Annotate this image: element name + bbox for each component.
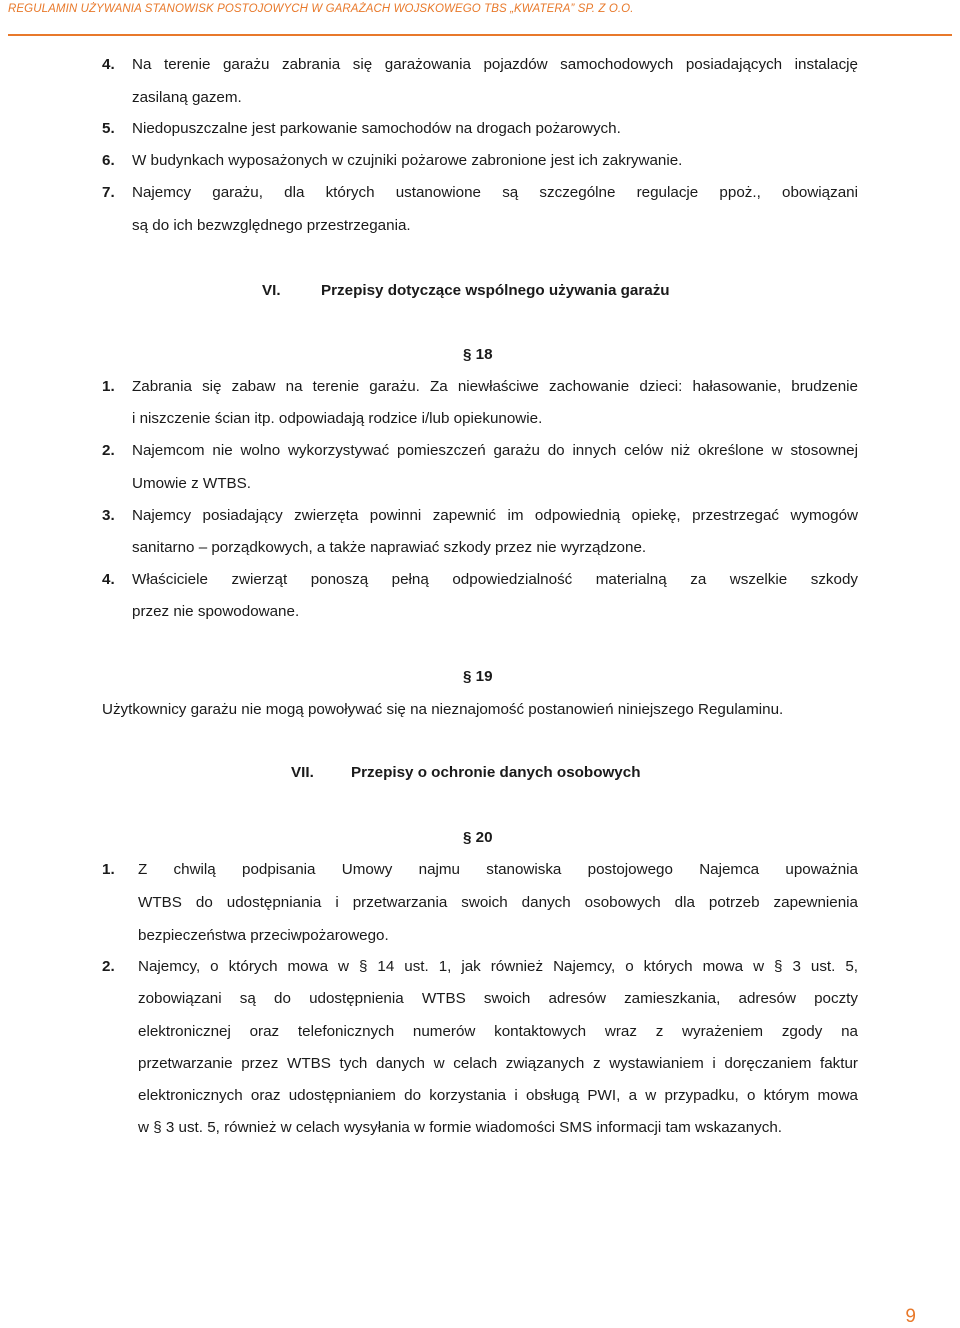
header-rule	[8, 34, 952, 36]
item-text: Właściciele zwierząt ponoszą pełną odpowiedzialność materialną za wszelkie szkody	[132, 571, 858, 588]
paragraph-18-label: § 18	[463, 346, 493, 363]
item-number: 4.	[102, 56, 115, 73]
item-text: przez nie spowodowane.	[132, 603, 300, 620]
item-text: Na terenie garażu zabrania się garażowania pojazdów samochodowych posiadających instalację	[132, 56, 858, 73]
item-number: 2.	[102, 958, 115, 975]
item-number: 3.	[102, 507, 115, 524]
item-text: przetwarzanie przez WTBS tych danych w celach związanych z wystawianiem i doręczaniem faktur	[138, 1055, 858, 1072]
section-title: Przepisy o ochronie danych osobowych	[351, 764, 641, 781]
item-text: WTBS do udostępniania i przetwarzania swoich danych osobowych dla potrzeb zapewnienia	[138, 894, 858, 911]
item-text: Najemcy posiadający zwierzęta powinni zapewnić im odpowiednią opiekę, przestrzegać wymogów	[132, 507, 858, 524]
item-number: 1.	[102, 378, 115, 395]
item-text: bezpieczeństwa przeciwpożarowego.	[138, 927, 389, 944]
item-text: Umowie z WTBS.	[132, 475, 251, 492]
section-numeral: VI.	[262, 282, 281, 299]
item-number: 7.	[102, 184, 115, 201]
item-text: Niedopuszczalne jest parkowanie samochodów na drogach pożarowych.	[132, 120, 621, 137]
item-text: Najemcy garażu, dla których ustanowione są szczególne regulacje ppoż., obowiązani	[132, 184, 858, 201]
page-number: 9	[905, 1306, 916, 1327]
item-text: Z chwilą podpisania Umowy najmu stanowiska postojowego Najemca upoważnia	[138, 861, 858, 878]
item-text: są do ich bezwzględnego przestrzegania.	[132, 217, 411, 234]
item-text: elektronicznych oraz udostępnianiem do korzystania i obsługą PWI, a w przypadku, o którym mowa	[138, 1087, 858, 1104]
item-number: 1.	[102, 861, 115, 878]
item-number: 5.	[102, 120, 115, 137]
item-text: zasilaną gazem.	[132, 89, 242, 106]
item-text: zobowiązani są do udostępnienia WTBS swoich adresów zamieszkania, adresów poczty	[138, 990, 858, 1007]
item-text: Najemcy, o których mowa w § 14 ust. 1, jak również Najemcy, o których mowa w § 3 ust. 5,	[138, 958, 858, 975]
item-text: W budynkach wyposażonych w czujniki pożarowe zabronione jest ich zakrywanie.	[132, 152, 683, 169]
section-title: Przepisy dotyczące wspólnego używania garażu	[321, 282, 670, 299]
header-title: REGULAMIN UŻYWANIA STANOWISK POSTOJOWYCH W GARAŻACH WOJSKOWEGO TBS „KWATERA” SP. Z O.O.	[8, 3, 634, 15]
item-text: Zabrania się zabaw na terenie garażu. Za niewłaściwe zachowanie dzieci: hałasowanie, brudzenie	[132, 378, 858, 395]
item-text: elektronicznej oraz telefonicznych numerów kontaktowych wraz z wyrażeniem zgody na	[138, 1023, 858, 1040]
section-numeral: VII.	[291, 764, 314, 781]
paragraph-19-label: § 19	[463, 668, 493, 685]
paragraph-20-label: § 20	[463, 829, 493, 846]
item-text: w § 3 ust. 5, również w celach wysyłania w formie wiadomości SMS informacji tam wskazanych.	[138, 1119, 783, 1136]
item-text: sanitarno – porządkowych, a także naprawiać szkody przez nie wyrządzone.	[132, 539, 647, 556]
page-header	[0, 0, 960, 34]
item-text: Najemcom nie wolno wykorzystywać pomieszczeń garażu do innych celów niż określone w stosownej	[132, 442, 858, 459]
item-number: 6.	[102, 152, 115, 169]
paragraph-19-text: Użytkownicy garażu nie mogą powoływać się na nieznajomość postanowień niniejszego Regulaminu.	[102, 701, 784, 718]
item-number: 2.	[102, 442, 115, 459]
item-text: i niszczenie ścian itp. odpowiadają rodzice i/lub opiekunowie.	[132, 410, 543, 427]
item-number: 4.	[102, 571, 115, 588]
